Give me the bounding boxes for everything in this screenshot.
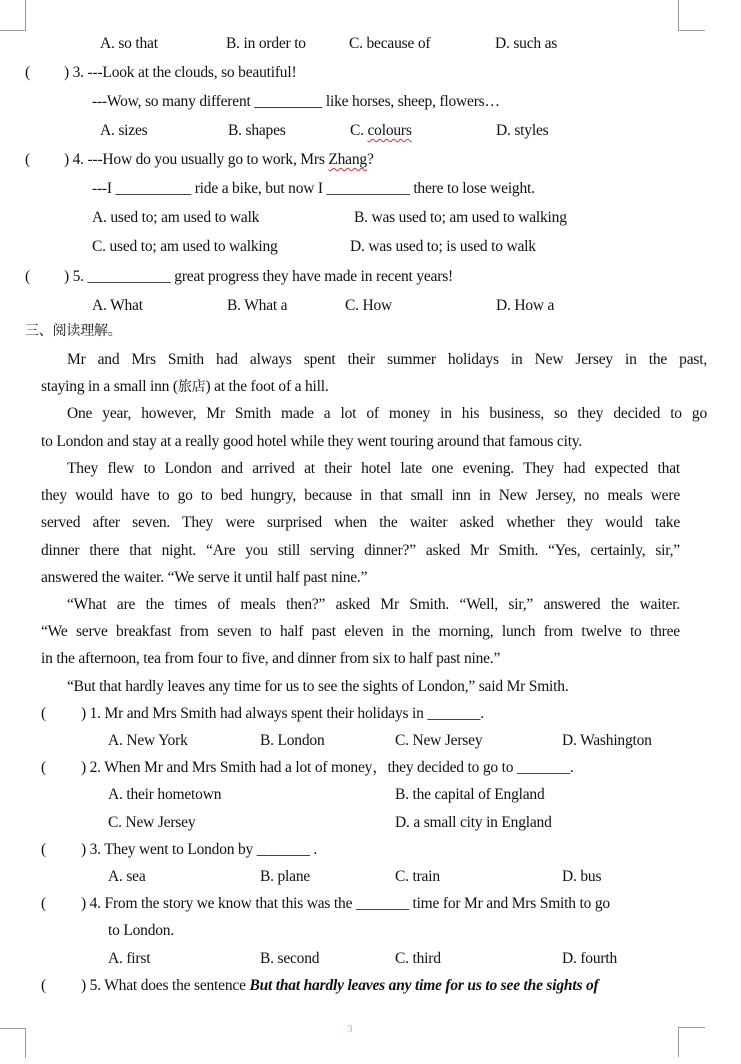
- passage-line: to London and stay at a really good hotel while they went touring around that famous city.: [41, 433, 583, 450]
- option: A. first: [108, 950, 151, 967]
- passage-line: in the afternoon, tea from four to five, and dinner from six to half past nine.”: [41, 650, 501, 667]
- chinese-gloss: 旅店: [177, 379, 206, 395]
- spellcheck-word: colours: [367, 122, 412, 139]
- option: B. the capital of England: [395, 786, 545, 803]
- answer-paren: (: [41, 705, 46, 722]
- option: D. such as: [495, 35, 558, 52]
- option: A. What: [92, 297, 143, 314]
- answer-paren: (: [41, 759, 46, 776]
- option: D. bus: [562, 868, 602, 885]
- option: A. their hometown: [108, 786, 222, 803]
- passage-line: answered the waiter. “We serve it until half past nine.”: [41, 569, 368, 586]
- option: C. used to; am used to walking: [92, 238, 278, 255]
- option: C. New Jersey: [108, 814, 196, 831]
- text: ) 4. From the story we know that this was the: [81, 895, 356, 912]
- option: A. so that: [100, 35, 158, 52]
- text: ) 4. ---How do you usually go to work, Mrs: [64, 151, 329, 168]
- text: ) 3. They went to London by: [81, 841, 257, 858]
- passage-line: [41, 377, 329, 397]
- corner-mark-top-left-v: [25, 0, 26, 30]
- page-number: 3: [347, 1023, 353, 1035]
- answer-paren: (: [25, 268, 30, 285]
- answer-paren: (: [25, 151, 30, 168]
- answer-paren: (: [25, 64, 30, 81]
- passage-line: dinner there that night. “Are you still serving dinner?” asked Mr Smith. “Yes, certainly, sir,”: [41, 542, 680, 559]
- spellcheck-word: Zhang: [328, 151, 367, 168]
- option: D. was used to; is used to walk: [350, 238, 536, 255]
- question-line2: [92, 179, 535, 199]
- option: D. a small city in England: [395, 814, 552, 831]
- text: ) 5. What does the sentence: [81, 977, 250, 994]
- corner-mark-top-left-h: [0, 30, 26, 31]
- option: C. third: [395, 950, 441, 967]
- option: A. sea: [108, 868, 146, 885]
- option: B. London: [260, 732, 325, 749]
- text: ---Wow, so many different: [92, 93, 255, 110]
- text: .: [480, 705, 484, 722]
- text: time for Mr and Mrs Smith to go: [408, 895, 610, 912]
- question-text: [81, 840, 317, 860]
- option: B. shapes: [228, 122, 286, 139]
- passage-line: One year, however, Mr Smith made a lot of money in his business, so they decided to go: [67, 405, 707, 422]
- text: ---I: [92, 180, 116, 197]
- question-text: [81, 894, 610, 914]
- blank: __________: [115, 180, 192, 197]
- passage-line: “We serve breakfast from seven to half past eleven in the morning, lunch from twelve to three: [41, 623, 680, 640]
- text: staying in a small inn (: [41, 378, 178, 395]
- corner-mark-bottom-left-h: [0, 1028, 26, 1029]
- passage-line: “But that hardly leaves any time for us to see the sights of London,” said Mr Smith.: [67, 678, 569, 695]
- option: A. used to; am used to walk: [92, 209, 260, 226]
- option: C. because of: [349, 35, 431, 52]
- option: B. plane: [260, 868, 311, 885]
- text: .: [309, 841, 318, 858]
- corner-mark-bottom-right-v: [678, 1027, 679, 1057]
- option: D. Washington: [562, 732, 652, 749]
- text: ride a bike, but now I: [191, 180, 327, 197]
- text: there to lose weight.: [409, 180, 535, 197]
- blank: _______: [256, 841, 310, 858]
- option: B. What a: [227, 297, 288, 314]
- corner-mark-top-right-h: [678, 30, 705, 31]
- passage-line: served after seven. They were surprised when the waiter asked whether they would take: [41, 514, 680, 531]
- question-text: [81, 976, 598, 996]
- text: ) 2. When Mr and Mrs Smith had a lot of money，they decided to go to: [81, 759, 517, 776]
- question-text: [64, 150, 374, 170]
- question-text: [81, 704, 484, 724]
- blank: ___________: [87, 268, 171, 285]
- corner-mark-top-right-v: [678, 0, 679, 30]
- passage-line: “What are the times of meals then?” asked Mr Smith. “Well, sir,” answered the waiter.: [67, 596, 680, 613]
- question-text: ) 3. ---Look at the clouds, so beautiful!: [64, 64, 297, 81]
- passage-line: They flew to London and arrived at their hotel late one evening. They had expected that: [67, 460, 680, 477]
- blank: _______: [516, 759, 570, 776]
- question-text: [81, 758, 574, 778]
- option: C. How: [345, 297, 393, 314]
- section-heading: 三、阅读理解。: [25, 323, 122, 339]
- blank: ___________: [326, 180, 410, 197]
- option: B. was used to; am used to walking: [354, 209, 567, 226]
- option: B. second: [260, 950, 320, 967]
- question-continuation: to London.: [108, 922, 175, 939]
- option: B. in order to: [226, 35, 306, 52]
- passage-line: they would have to go to bed hungry, because in that small inn in New Jersey, no meals were: [41, 487, 680, 504]
- text: like horses, sheep, flowers…: [322, 93, 500, 110]
- option: C. train: [395, 868, 440, 885]
- passage-line: Mr and Mrs Smith had always spent their summer holidays in New Jersey in the past,: [67, 351, 707, 368]
- option: A. sizes: [100, 122, 148, 139]
- option: A. New York: [108, 732, 188, 749]
- option: D. fourth: [562, 950, 618, 967]
- text: .: [569, 759, 574, 776]
- question-text: [64, 267, 453, 287]
- answer-paren: (: [41, 895, 46, 912]
- text: ?: [366, 151, 374, 168]
- blank: _______: [355, 895, 409, 912]
- corner-mark-bottom-right-h: [678, 1027, 705, 1028]
- option: C. New Jersey: [395, 732, 483, 749]
- text: ) 5.: [64, 268, 88, 285]
- blank: _______: [427, 705, 481, 722]
- answer-paren: (: [41, 841, 46, 858]
- option: C. colours: [350, 122, 412, 139]
- answer-paren: (: [41, 977, 46, 994]
- text: ) at the foot of a hill.: [205, 378, 329, 395]
- text: great progress they have made in recent years!: [170, 268, 453, 285]
- option: D. How a: [496, 297, 555, 314]
- text: ) 1. Mr and Mrs Smith had always spent their holidays in: [81, 705, 428, 722]
- blank: _________: [254, 93, 323, 110]
- corner-mark-bottom-left-v: [25, 1028, 26, 1058]
- emphasized-sentence: But that hardly leaves any time for us to see the sights of: [249, 977, 599, 994]
- option: D. styles: [496, 122, 549, 139]
- question-line2: [92, 92, 500, 112]
